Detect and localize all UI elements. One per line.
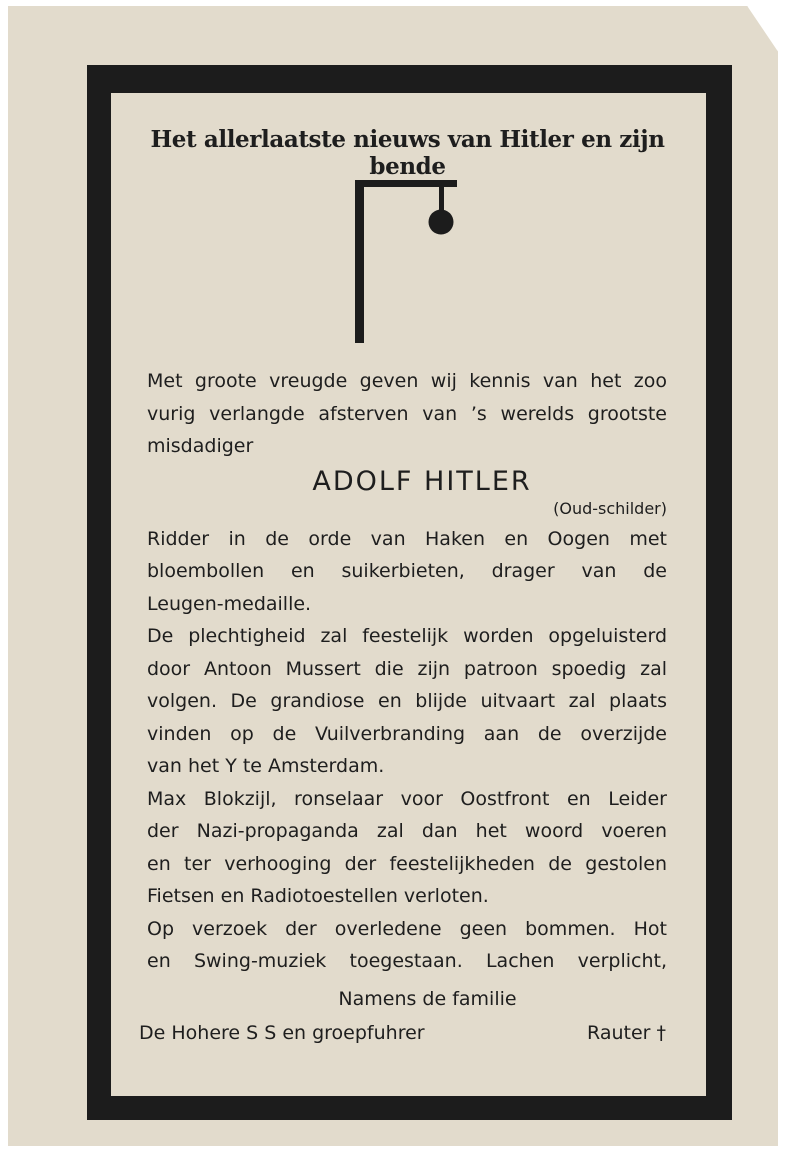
signature-right: Rauter †	[587, 1022, 666, 1044]
notice-content	[135, 100, 665, 1060]
intro-line: vurig verlangde afsterven van ’s werelds grootste	[147, 402, 667, 425]
deceased-name: ADOLF HITLER	[312, 465, 532, 497]
body-line: en Swing-muziek toegestaan. Lachen verplicht,	[147, 950, 667, 972]
deceased-subtitle: (Oud-schilder)	[553, 498, 667, 518]
body-line: Max Blokzijl, ronselaar voor Oostfront en Leider	[147, 787, 667, 810]
body-line: en ter verhooging der feestelijkheden de gestolen	[147, 852, 667, 875]
body-line: der Nazi-propaganda zal dan het woord voeren	[147, 820, 667, 842]
notice-heading: Het allerlaatste nieuws van Hitler en zijn bende	[150, 126, 665, 180]
body-line: volgen. De grandiose en blijde uitvaart zal plaats	[147, 690, 667, 712]
body-line: De plechtigheid zal feestelijk worden opgeluisterd	[147, 625, 667, 647]
on-behalf-line: Namens de familie	[338, 988, 517, 1010]
intro-line: misdadiger	[147, 435, 254, 457]
body-line: door Antoon Mussert die zijn patroon spoedig zal	[147, 657, 667, 680]
gallows-icon	[355, 180, 465, 345]
body-line: vinden op de Vuilverbranding aan de overzijde	[147, 722, 667, 745]
signature-line	[135, 1022, 666, 1044]
body-line: Op verzoek der overledene geen bommen. Hot	[147, 917, 667, 940]
body-line: van het Y te Amsterdam.	[147, 755, 385, 777]
body-line: Leugen-medaille.	[147, 592, 312, 615]
body-line: Fietsen en Radiotoestellen verloten.	[147, 885, 489, 907]
body-line: Ridder in de orde van Haken en Oogen met	[147, 527, 667, 550]
signature-left: De Hohere S S en groepfuhrer	[139, 1022, 425, 1044]
body-line: bloembollen en suikerbieten, drager van de	[147, 560, 667, 582]
intro-line: Met groote vreugde geven wij kennis van het zoo	[147, 370, 667, 392]
notice-body	[147, 365, 667, 978]
